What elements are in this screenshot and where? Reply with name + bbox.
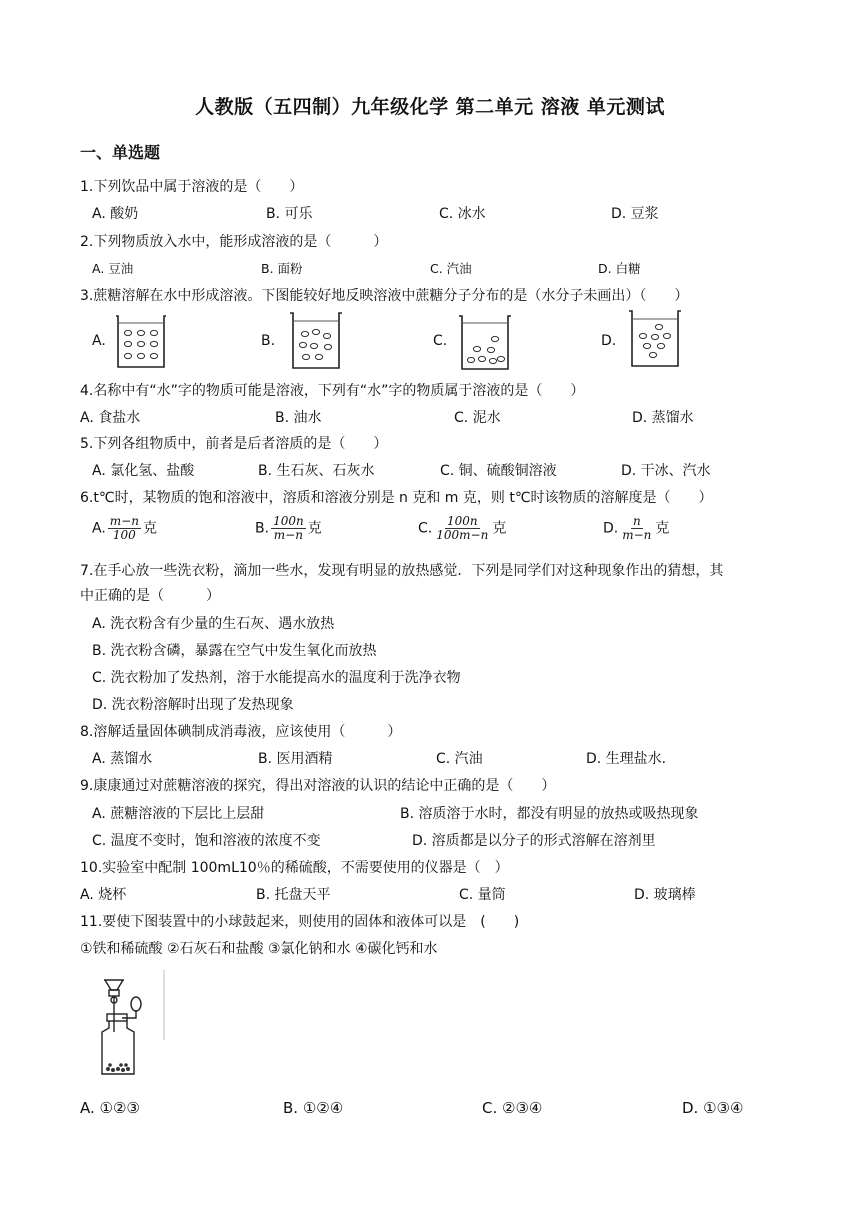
q3-option-a: A. bbox=[92, 333, 106, 349]
fraction-denominator: 100m−n bbox=[436, 528, 489, 542]
q6-option-a-label: A. bbox=[92, 520, 106, 537]
question-10-stem: 10.实验室中配制 100mL10％的稀硫酸，不需要使用的仪器是（ ） bbox=[80, 860, 509, 876]
q5-option-d: D. 干冰、汽水 bbox=[621, 463, 711, 479]
unit-label: 克 bbox=[655, 520, 670, 537]
q10-option-c: C. 量筒 bbox=[459, 887, 506, 903]
question-5-stem: 5.下列各组物质中，前者是后者溶质的是（ ） bbox=[80, 436, 388, 452]
fraction-numerator: m−n bbox=[109, 514, 139, 528]
fraction-numerator: 100n bbox=[446, 514, 478, 528]
q1-option-c: C. 冰水 bbox=[439, 206, 486, 222]
q6-option-c-label: C. bbox=[418, 520, 433, 537]
q7-option-b: B. 洗衣粉含磷，暴露在空气中发生氧化而放热 bbox=[92, 643, 377, 659]
q6-option-d-label: D. bbox=[603, 520, 619, 537]
q6-option-d bbox=[603, 515, 669, 542]
q6-option-a-fraction bbox=[108, 515, 141, 542]
unit-label: 克 bbox=[492, 520, 507, 537]
question-3-stem: 3.蔗糖溶解在水中形成溶液。下图能较好地反映溶液中蔗糖分子分布的是（水分子未画出）（ ） bbox=[80, 288, 689, 304]
q2-option-a: A. 豆油 bbox=[92, 261, 134, 276]
q11-option-a: A. ①②③ bbox=[80, 1099, 140, 1117]
q6-option-d-fraction bbox=[620, 515, 653, 542]
q11-option-d: D. ①③④ bbox=[682, 1099, 744, 1117]
question-2-stem: 2.下列物质放入水中，能形成溶液的是（ ） bbox=[80, 234, 388, 250]
section-heading: 一、单选题 bbox=[80, 143, 161, 162]
q6-option-a bbox=[92, 515, 157, 542]
q4-option-d: D. 蒸馏水 bbox=[632, 410, 694, 426]
q6-option-b-fraction bbox=[271, 515, 306, 542]
q5-option-b: B. 生石灰、石灰水 bbox=[258, 463, 375, 479]
q7-option-c: C. 洗衣粉加了发热剂，溶于水能提高水的温度利于洗净衣物 bbox=[92, 670, 461, 686]
q6-option-b-label: B. bbox=[255, 520, 270, 537]
q9-option-c: C. 温度不变时，饱和溶液的浓度不变 bbox=[92, 833, 321, 849]
q6-option-c-fraction bbox=[434, 515, 490, 542]
q7-option-a: A. 洗衣粉含有少量的生石灰、遇水放热 bbox=[92, 616, 335, 632]
q9-option-d: D. 溶质都是以分子的形式溶解在溶剂里 bbox=[412, 833, 656, 849]
q2-option-b: B. 面粉 bbox=[261, 261, 303, 276]
q3-option-b: B. bbox=[261, 333, 276, 349]
q2-option-c: C. 汽油 bbox=[430, 261, 472, 276]
q1-option-a: A. 酸奶 bbox=[92, 206, 139, 222]
unit-label: 克 bbox=[307, 520, 322, 537]
q9-option-b: B. 溶质溶于水时，都没有明显的放热或吸热现象 bbox=[400, 806, 699, 822]
q7-option-d: D. 洗衣粉溶解时出现了发热现象 bbox=[92, 697, 294, 713]
question-9-stem: 9.康康通过对蔗糖溶液的探究，得出对溶液的认识的结论中正确的是（ ） bbox=[80, 778, 556, 794]
beaker-d-image bbox=[625, 308, 685, 370]
q4-option-c: C. 泥水 bbox=[454, 410, 501, 426]
question-8-stem: 8.溶解适量固体碘制成消毒液，应该使用（ ） bbox=[80, 724, 402, 740]
q2-option-d: D. 白糖 bbox=[598, 261, 641, 276]
question-1-stem: 1.下列饮品中属于溶液的是（ ） bbox=[80, 179, 304, 195]
q10-option-b: B. 托盘天平 bbox=[256, 887, 331, 903]
q8-option-c: C. 汽油 bbox=[436, 751, 483, 767]
fraction-denominator: m−n bbox=[273, 528, 303, 542]
fraction-numerator: n bbox=[632, 514, 641, 528]
q9-option-a: A. 蔗糖溶液的下层比上层甜 bbox=[92, 806, 265, 822]
q11-option-c: C. ②③④ bbox=[482, 1099, 543, 1117]
question-11-choices: ①铁和稀硫酸 ②石灰石和盐酸 ③氯化钠和水 ④碳化钙和水 bbox=[80, 941, 438, 957]
question-7-stem-line-1: 7.在手心放一些洗衣粉，滴加一些水，发现有明显的放热感觉．下列是同学们对这种现象作出的猜想，其 bbox=[80, 563, 724, 579]
q4-option-b: B. 油水 bbox=[275, 410, 322, 426]
question-7-stem-line-2: 中正确的是（ ） bbox=[80, 588, 220, 604]
beaker-b-image bbox=[286, 310, 346, 372]
q5-option-c: C. 铜、硫酸铜溶液 bbox=[440, 463, 557, 479]
q8-option-d: D. 生理盐水. bbox=[586, 751, 667, 767]
question-11-stem: 11.要使下图装置中的小球鼓起来，则使用的固体和液体可以是 ( ) bbox=[80, 914, 520, 930]
q6-option-b bbox=[255, 515, 322, 542]
q10-option-d: D. 玻璃棒 bbox=[634, 887, 696, 903]
q1-option-b: B. 可乐 bbox=[266, 206, 313, 222]
question-6-stem: 6.t℃时，某物质的饱和溶液中，溶质和溶液分别是 n 克和 m 克，则 t℃时该物质的溶解度是（ ） bbox=[80, 490, 713, 506]
fraction-numerator: 100n bbox=[273, 514, 304, 528]
beaker-a-image bbox=[112, 313, 170, 371]
q11-option-b: B. ①②④ bbox=[283, 1099, 344, 1117]
q10-option-a: A. 烧杯 bbox=[80, 887, 127, 903]
flask-balloon-apparatus-image bbox=[96, 970, 168, 1078]
q3-option-d: D. bbox=[601, 333, 617, 349]
q3-option-c: C. bbox=[433, 333, 448, 349]
q8-option-a: A. 蒸馏水 bbox=[92, 751, 153, 767]
beaker-c-image bbox=[455, 313, 515, 373]
page-title: 人教版（五四制）九年级化学 第二单元 溶液 单元测试 bbox=[195, 96, 665, 118]
q5-option-a: A. 氯化氢、盐酸 bbox=[92, 463, 195, 479]
fraction-denominator: 100 bbox=[112, 528, 136, 542]
fraction-denominator: m−n bbox=[622, 528, 652, 542]
unit-label: 克 bbox=[142, 520, 157, 537]
question-4-stem: 4.名称中有“水”字的物质可能是溶液，下列有“水”字的物质属于溶液的是（ ） bbox=[80, 383, 585, 399]
q6-option-c bbox=[418, 515, 506, 542]
q1-option-d: D. 豆浆 bbox=[611, 206, 659, 222]
q8-option-b: B. 医用酒精 bbox=[258, 751, 333, 767]
q4-option-a: A. 食盐水 bbox=[80, 410, 141, 426]
